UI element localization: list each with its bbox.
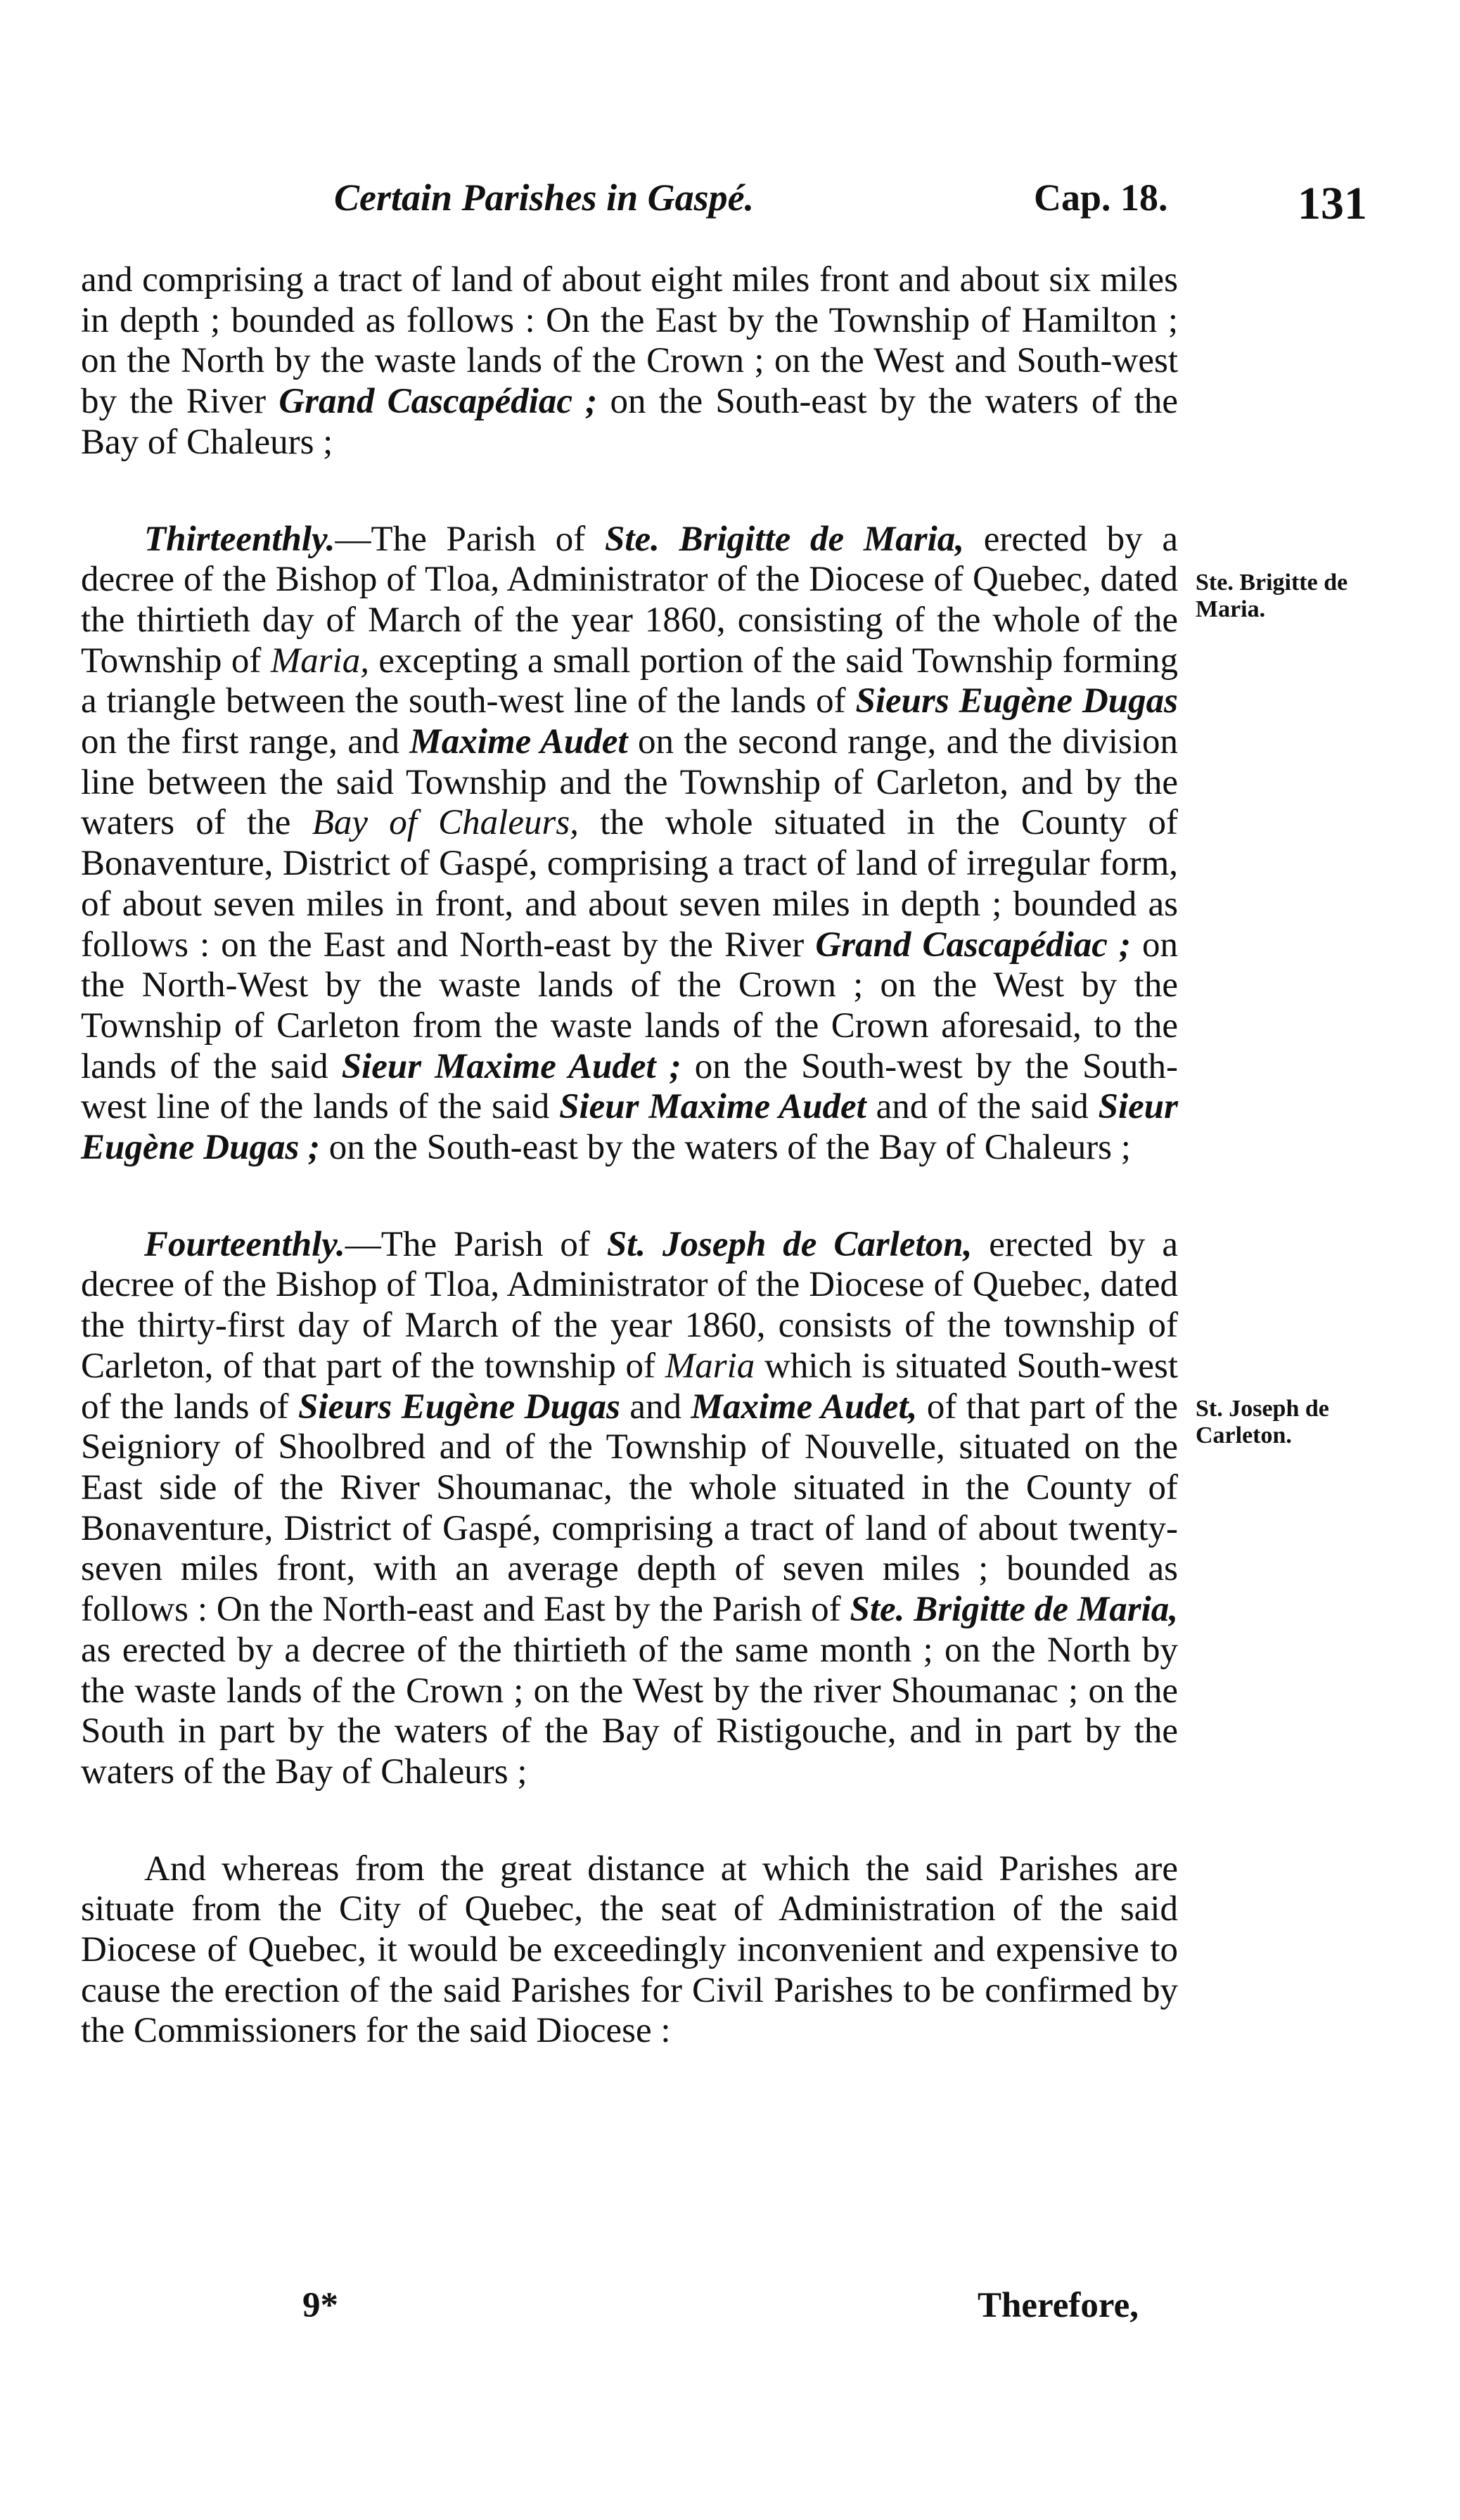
paragraph-whereas: And whereas from the great distance at which the said Parishes are situate from the City of Quebec, the seat of Administration of the said Diocese of Quebec, it would be exceedingly inconvenient and expensive to cause the erection of the said Parishes for Civil Parishes to be confirmed by the Commissioners for the said Diocese : — [81, 1849, 1178, 2051]
page-number: 131 — [1298, 178, 1367, 229]
signature-mark: 9* — [302, 2286, 338, 2325]
header-chapter: Cap. 18. — [1034, 176, 1168, 219]
paragraph-fourteenthly: Fourteenthly.—The Parish of St. Joseph de Carleton, erected by a decree of the Bishop of Tloa, Administrator of the Diocese of Quebec, dated the thirty-first day of March of the year 1860, consists of the township of Carleton, of that part of the township of Maria which is situated South-west of the lands of Sieurs Eugène Dugas and Maxime Audet, of that part of the Seigniory of Shoolbred and of the Township of Nouvelle, situated on the East side of the River Shoumanac, the whole situated in the County of Bonaventure, District of Gaspé, comprising a tract of land of about twenty-seven miles front, with an average depth of seven miles ; bounded as follows : On the North-east and East by the Parish of Ste. Brigitte de Maria, as erected by a decree of the thirtieth of the same month ; on the North by the waste lands of the Crown ; on the West by the river Shoumanac ; on the South in part by the waters of the Bay of Ristigouche, and in part by the waters of the Bay of Chaleurs ; — [81, 1224, 1178, 1792]
body-text — [81, 260, 1178, 2052]
page-footer — [0, 2285, 1460, 2341]
margin-note-ste-brigitte: Ste. Brigitte de Maria. — [1196, 570, 1348, 622]
running-header — [0, 176, 1460, 239]
catchword: Therefore, — [978, 2286, 1139, 2325]
paragraph-continuation: and comprising a tract of land of about eight miles front and about six miles in depth ; bounded as follows : On the East by the Township of Hamilton ; on the North by the waste lands of the Crown ; on the West and South-west by the River Grand Cascapédiac ; on the South-east by the waters of the Bay of Chaleurs ; — [81, 260, 1179, 462]
header-title: Certain Parishes in Gaspé. — [334, 176, 755, 219]
margin-note-st-joseph: St. Joseph de Carleton. — [1196, 1396, 1329, 1448]
paragraph-thirteenthly: Thirteenthly.—The Parish of Ste. Brigitte de Maria, erected by a decree of the Bishop of Tloa, Administrator of the Diocese of Quebec, dated the thirtieth day of March of the year 1860, consisting of the whole of the Township of Maria, excepting a small portion of the said Township forming a triangle between the south-west line of the lands of Sieurs Eugène Dugas on the first range, and Maxime Audet on the second range, and the division line between the said Township and the Township of Carleton, and by the waters of the Bay of Chaleurs, the whole situated in the County of Bonaventure, District of Gaspé, comprising a tract of land of irregular form, of about seven miles in front, and about seven miles in depth ; bounded as follows : on the East and North-east by the River Grand Cascapédiac ; on the North-West by the waste lands of the Crown ; on the West by the Township of Carleton from the waste lands of the Crown aforesaid, to the lands of the said Sieur Maxime Audet ; on the South-west by the South-west line of the lands of the said Sieur Maxime Audet and of the said Sieur Eugène Dugas ; on the South-east by the waters of the Bay of Chaleurs ; — [81, 519, 1179, 1168]
